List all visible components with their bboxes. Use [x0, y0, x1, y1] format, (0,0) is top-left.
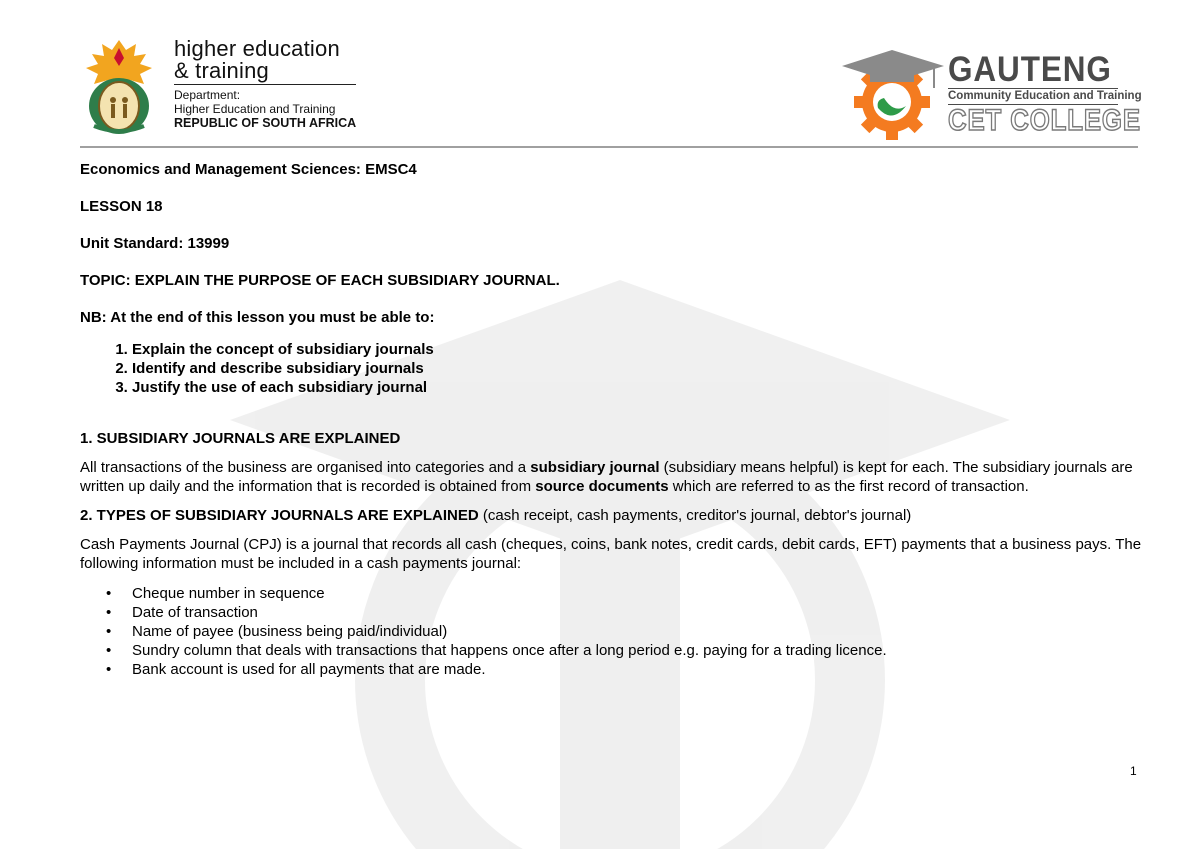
- list-item: 3. Justify the use of each subsidiary journal: [132, 378, 1150, 397]
- sec2-heading-rest: (cash receipt, cash payments, creditor's journal, debtor's journal): [478, 507, 912, 524]
- page-number: 1: [1130, 764, 1137, 778]
- section1-body: [80, 458, 1150, 496]
- cpj-list: [80, 584, 1150, 679]
- list-item: • Date of transaction: [132, 603, 1150, 622]
- sec1-text1: All transactions of the business are organised into categories and a: [80, 459, 531, 476]
- list-item: • Cheque number in sequence: [132, 584, 1150, 603]
- gauteng-subtitle: Community Education and Training: [948, 88, 1118, 105]
- document-body: [80, 160, 1150, 679]
- list-item: 1. Explain the concept of subsidiary journals: [132, 340, 1150, 359]
- list-item: • Bank account is used for all payments that are made.: [132, 660, 1150, 679]
- dept-sub1: Department:: [174, 88, 241, 102]
- sec2-heading-bold: 2. TYPES OF SUBSIDIARY JOURNALS ARE EXPLAINED: [80, 507, 479, 524]
- dept-line2: & training: [174, 58, 269, 83]
- department-logo-text: [174, 38, 356, 130]
- section2-heading: [80, 506, 1150, 525]
- sec1-bold2: source documents: [535, 478, 669, 495]
- page-header: [0, 0, 1200, 150]
- dept-line1: higher education: [174, 36, 340, 61]
- dept-sub2: Higher Education and Training: [174, 101, 336, 116]
- cet-college-text: CET COLLEGE: [948, 104, 1141, 137]
- objectives-list: [80, 340, 1150, 397]
- nb-text: : At the end of this lesson you must be able to:: [101, 309, 435, 326]
- list-item: • Name of payee (business being paid/individual): [132, 622, 1150, 641]
- sec1-text3: which are referred to as the first record of transaction.: [668, 478, 1029, 495]
- section1-heading: 1. SUBSIDIARY JOURNALS ARE EXPLAINED: [80, 430, 401, 447]
- list-item: 2. Identify and describe subsidiary journals: [132, 359, 1150, 378]
- cpj-intro: Cash Payments Journal (CPJ) is a journal that records all cash (cheques, coins, bank notes, credit cards, debit cards, EFT) payments that a business pays. The following information must be included in a cash payments journal:: [80, 536, 1142, 572]
- lesson-number: LESSON 18: [80, 198, 163, 215]
- coat-of-arms-icon: [80, 36, 158, 136]
- header-divider: [80, 146, 1138, 148]
- list-item: • Sundry column that deals with transactions that happens once after a long period e.g. paying for a trading licence.: [132, 641, 1150, 660]
- topic-heading: TOPIC: EXPLAIN THE PURPOSE OF EACH SUBSIDIARY JOURNAL.: [80, 272, 560, 289]
- dept-rule: [174, 84, 356, 85]
- course-title: Economics and Management Sciences: EMSC4: [80, 161, 417, 178]
- gauteng-title: GAUTENG: [948, 50, 1112, 89]
- graduation-gear-icon: [840, 48, 946, 140]
- nb-label: NB: [80, 309, 102, 326]
- gauteng-logo-text: [948, 52, 1172, 136]
- sec1-bold1: subsidiary journal: [530, 459, 660, 476]
- nb-paragraph: [80, 308, 1150, 327]
- dept-sub3: REPUBLIC OF SOUTH AFRICA: [174, 116, 357, 130]
- sec1-text2: (subsidiary means helpful) is kept for each. The subsidiary journals are written up daily and the information that is recorded is obtained from: [80, 459, 1133, 495]
- unit-standard: Unit Standard: 13999: [80, 235, 230, 252]
